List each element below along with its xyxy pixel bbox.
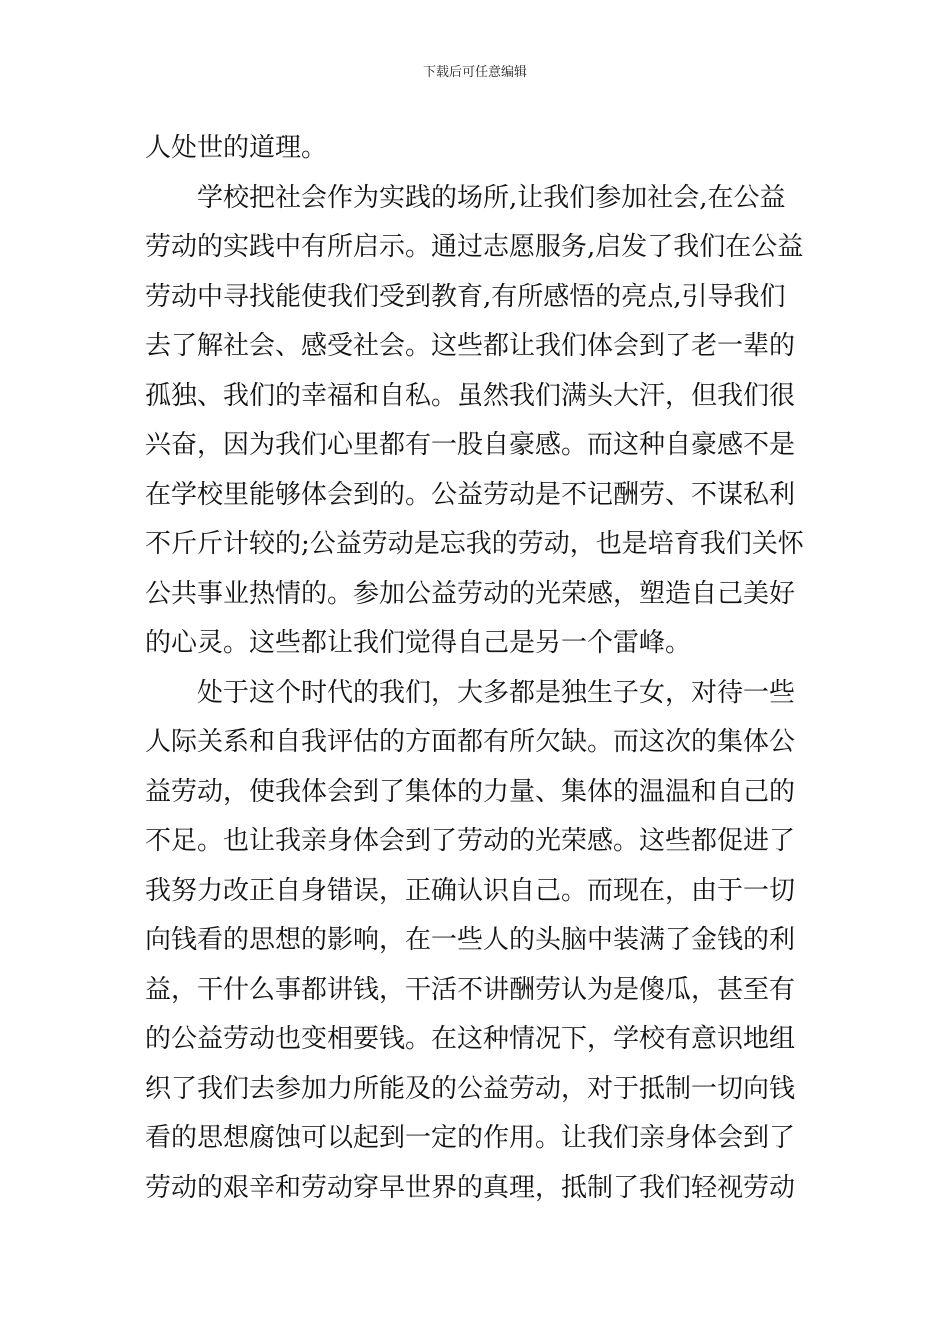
document-body [145, 124, 810, 1213]
text-line: 益，干什么事都讲钱，干活不讲酬劳认为是傻瓜，甚至有 [145, 974, 796, 1005]
text-line: 孤独、我们的幸福和自私。虽然我们满头大汗，但我们很 [145, 380, 796, 411]
text-line: 人际关系和自我评估的方面都有所欠缺。而这次的集体公 [145, 727, 796, 757]
text-line: 的公益劳动也变相要钱。在这种情况下，学校有意识地组 [145, 1024, 796, 1054]
text-line: 我努力改正自身错误，正确认识自己。而现在，由于一切 [145, 875, 796, 906]
text-line: 不足。也让我亲身体会到了劳动的光荣感。这些都促进了 [145, 826, 796, 856]
text-line: 织了我们去参加力所能及的公益劳动，对于抵制一切向钱 [145, 1073, 796, 1104]
text-line: 不斤斤计较的;公益劳动是忘我的劳动，也是培育我们关怀 [145, 529, 804, 559]
text-line: 的心灵。这些都让我们觉得自己是另一个雷峰。 [145, 628, 692, 658]
text-line: 向钱看的思想的影响，在一些人的头脑中装满了金钱的利 [145, 925, 796, 955]
text-line: 劳动中寻找能使我们受到教育,有所感悟的亮点,引导我们 [145, 281, 786, 312]
text-line: 去了解社会、感受社会。这些都让我们体会到了老一辈的 [145, 331, 796, 361]
text-line: 在学校里能够体会到的。公益劳动是不记酬劳、不谋私利 [145, 479, 796, 510]
page-header: 下载后可任意编辑 [422, 65, 527, 80]
text-line: 人处世的道理。 [145, 133, 328, 163]
text-line: 看的思想腐蚀可以起到一定的作用。让我们亲身体会到了 [145, 1123, 796, 1153]
text-line: 兴奋，因为我们心里都有一股自豪感。而这种自豪感不是 [145, 430, 796, 460]
paragraph-first-line: 学校把社会作为实践的场所,让我们参加社会,在公益 [197, 182, 786, 213]
text-line: 公共事业热情的。参加公益劳动的光荣感，塑造自己美好 [145, 578, 796, 609]
text-line: 益劳动，使我体会到了集体的力量、集体的温温和自己的 [145, 776, 796, 807]
text-line: 劳动的艰辛和劳动穿早世界的真理，抵制了我们轻视劳动 [145, 1172, 796, 1203]
text-line: 劳动的实践中有所启示。通过志愿服务,启发了我们在公益 [145, 232, 804, 262]
paragraph-first-line: 处于这个时代的我们，大多都是独生子女，对待一些 [197, 677, 796, 708]
